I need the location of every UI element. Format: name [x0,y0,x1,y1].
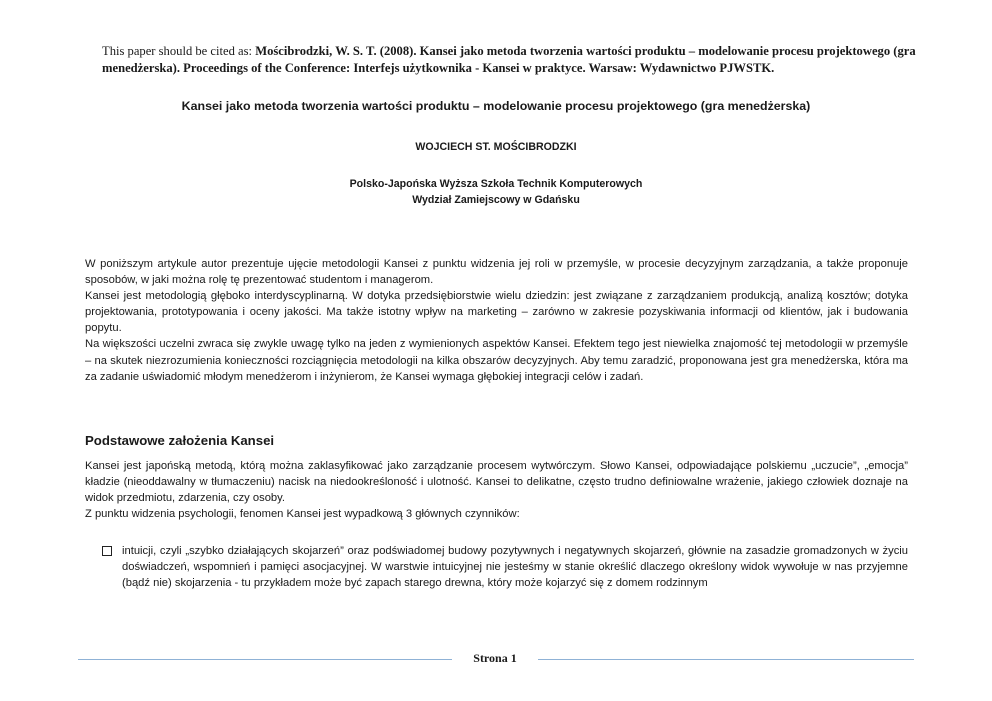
checkbox-bullet-icon [102,546,112,556]
section-heading: Podstawowe założenia Kansei [85,433,275,448]
citation-reference: Mościbrodzki, W. S. T. (2008). Kansei jako metoda tworzenia wartości produktu – modelowanie procesu projektowego (gra menedżerska). Proceedings of the Conference: Interfejs użytkownika - Kansei w praktyce. Warsaw: Wydawnictwo PJWSTK. [102,44,916,75]
bullet-text: intuicji, czyli „szybko działających skojarzeń” oraz podświadomej budowy pozytywnych i negatywnych skojarzeń, głównie na zasadzie gromadzonych w życiu doświadczeń, wspomnień i pamięci asocjacyjnej. W warstwie intuicyjnej nie jesteśmy w stanie określić dlaczego określony widok wywołuje w nas przyjemne (bądź nie) skojarzenia - tu przykładem może być zapach starego drewna, który może kojarzyć się z domem rodzinnym [122,545,908,590]
footer-divider-right [538,659,914,660]
abstract [85,256,908,385]
section-paragraph: Z punktu widzenia psychologii, fenomen Kansei jest wypadkową 3 głównych czynników: [85,508,520,521]
paper-title: Kansei jako metoda tworzenia wartości produktu – modelowanie procesu projektowego (gra menedżerska) [181,99,811,113]
citation-note [102,43,932,77]
footer-divider-left [78,659,452,660]
institution-name: Polsko-Japońska Wyższa Szkoła Technik Komputerowych [349,178,643,190]
section-paragraph: Kansei jest japońską metodą, którą można zaklasyfikować jako zarządzanie procesem wytwórczym. Słowo Kansei, odpowiadające polskiemu „uczucie”, „emocja” kładzie (nieoddawalny w tłumaczeniu) nacisk na niedookreśloność i ulotność. Kansei to delikatne, często trudno definiowalne wrażenie, jakiego człowiek doznaje na widok przedmiotu, zdarzenia, czy osoby. [85,460,908,505]
bullet-item [102,543,908,591]
abstract-paragraph: Na większości uczelni zwraca się zwykle uwagę tylko na jeden z wymienionych aspektów Kansei. Efektem tego jest niewielka znajomość tej metodologii w przemyśle – na skutek niezrozumienia konieczności rozciągnięcia metodologii na kilka obszarów decyzyjnych. Aby temu zaradzić, proponowana jest gra menedżerska, która ma za zadanie uświadomić młodym menedżerom i inżynierom, że Kansei wymaga głębokiej integracji celów i zadań. [85,338,908,383]
author-name: WOJCIECH ST. MOŚCIBRODZKI [415,141,577,153]
institution-department: Wydział Zamiejscowy w Gdańsku [412,194,580,206]
section-body [85,458,908,522]
abstract-paragraph: Kansei jest metodologią głęboko interdyscyplinarną. W dotyka przedsiębiorstwie wielu dziedzin: jest związane z zarządzaniem produkcją, analizą kosztów; dotyka projektowania, prototypowania i oceny jakości. Ma także istotny wpływ na marketing – zarówno w zakresie pozyskiwania informacji od klientów, jak i budowania popytu. [85,290,908,335]
page-number: Strona 1 [473,651,517,665]
abstract-paragraph: W poniższym artykule autor prezentuje ujęcie metodologii Kansei z punktu widzenia jej roli w przemyśle, w procesie decyzyjnym zarządzania, a także proponuje sposobów, w jaki można rolę tę prezentować studentom i managerom. [85,258,908,287]
citation-prefix: This paper should be cited as: [102,44,256,58]
